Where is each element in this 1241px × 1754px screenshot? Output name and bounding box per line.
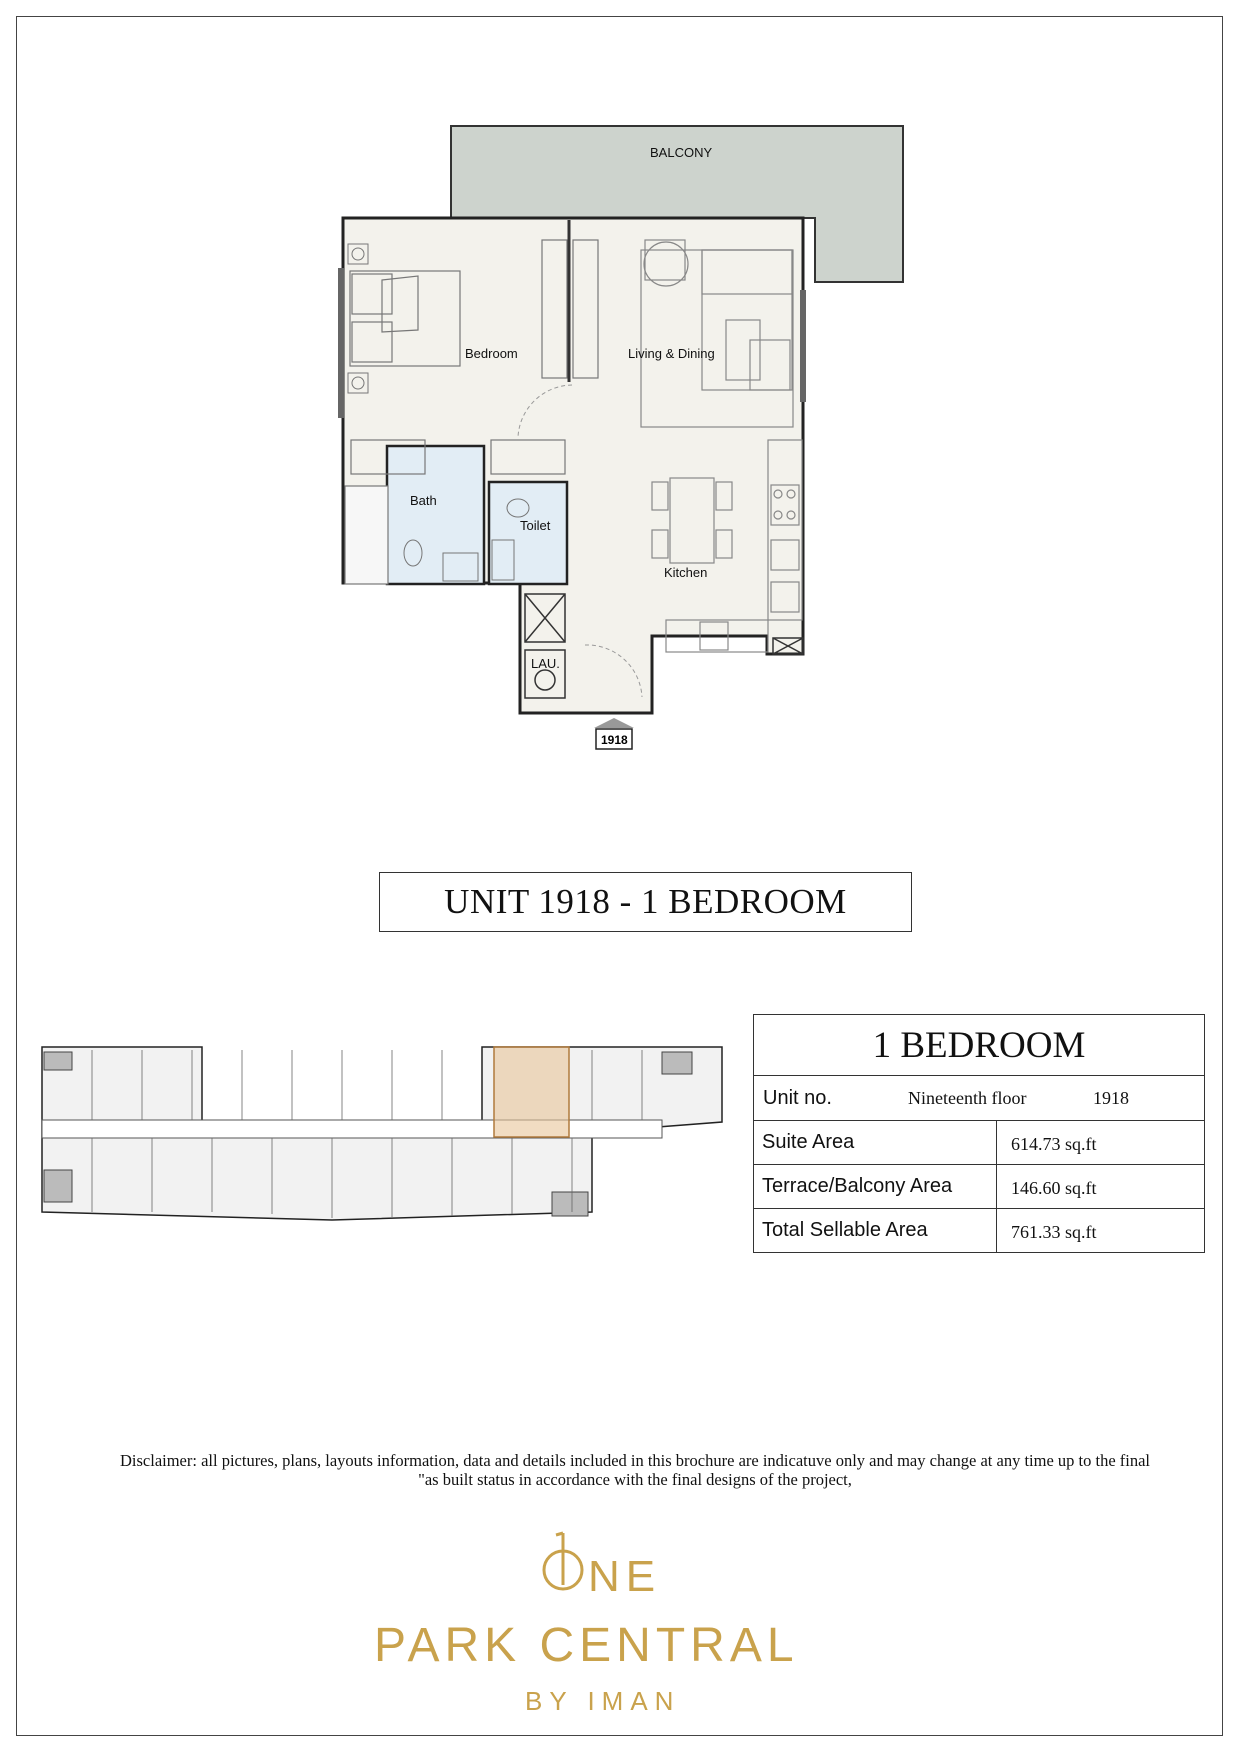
bath-area — [387, 446, 484, 584]
unit-summary-table — [753, 1014, 1205, 1253]
logo-park-central: PARK CENTRAL — [374, 1619, 799, 1672]
unit-tag-label: 1918 — [601, 733, 628, 747]
balcony-area-value: 146.60 sq.ft — [997, 1165, 1205, 1209]
disclaimer-line-1: Disclaimer: all pictures, plans, layouts information, data and details included in this brochure are indicatuve only and may change at any time up to the final — [119, 1451, 1151, 1470]
unit-number-label: Unit no. — [763, 1086, 832, 1109]
balcony-label: BALCONY — [650, 145, 713, 160]
laundry-label: LAU. — [531, 656, 560, 671]
disclaimer-line-2: "as built status in accordance with the final designs of the project, — [418, 1470, 852, 1489]
summary-heading: 1 BEDROOM — [754, 1015, 1205, 1076]
unit-highlight — [494, 1047, 569, 1137]
unit-number-value: 1918 — [1093, 1087, 1129, 1108]
logo-by-iman: BY IMAN — [525, 1686, 681, 1715]
balcony-area-label: Terrace/Balcony Area — [754, 1165, 997, 1209]
unit-floor: Nineteenth floor — [908, 1087, 1027, 1108]
total-area-label: Total Sellable Area — [754, 1209, 997, 1253]
key-floor-plan — [32, 1042, 732, 1230]
disclaimer — [70, 1451, 1200, 1489]
brand-logo — [370, 1525, 830, 1715]
bedroom-label: Bedroom — [465, 346, 518, 361]
logo-one: NE — [588, 1552, 662, 1601]
unit-number-row — [754, 1076, 1205, 1121]
toilet-area — [489, 482, 567, 584]
toilet-label: Toilet — [520, 518, 551, 533]
bath-label: Bath — [410, 493, 437, 508]
unit-floor-plan — [320, 115, 920, 755]
suite-area-value: 614.73 sq.ft — [997, 1121, 1205, 1165]
kitchen-label: Kitchen — [664, 565, 708, 580]
total-area-value: 761.33 sq.ft — [997, 1209, 1205, 1253]
unit-title: UNIT 1918 - 1 BEDROOM — [379, 872, 912, 932]
suite-area-label: Suite Area — [754, 1121, 997, 1165]
living-dining-label: Living & Dining — [628, 346, 715, 361]
